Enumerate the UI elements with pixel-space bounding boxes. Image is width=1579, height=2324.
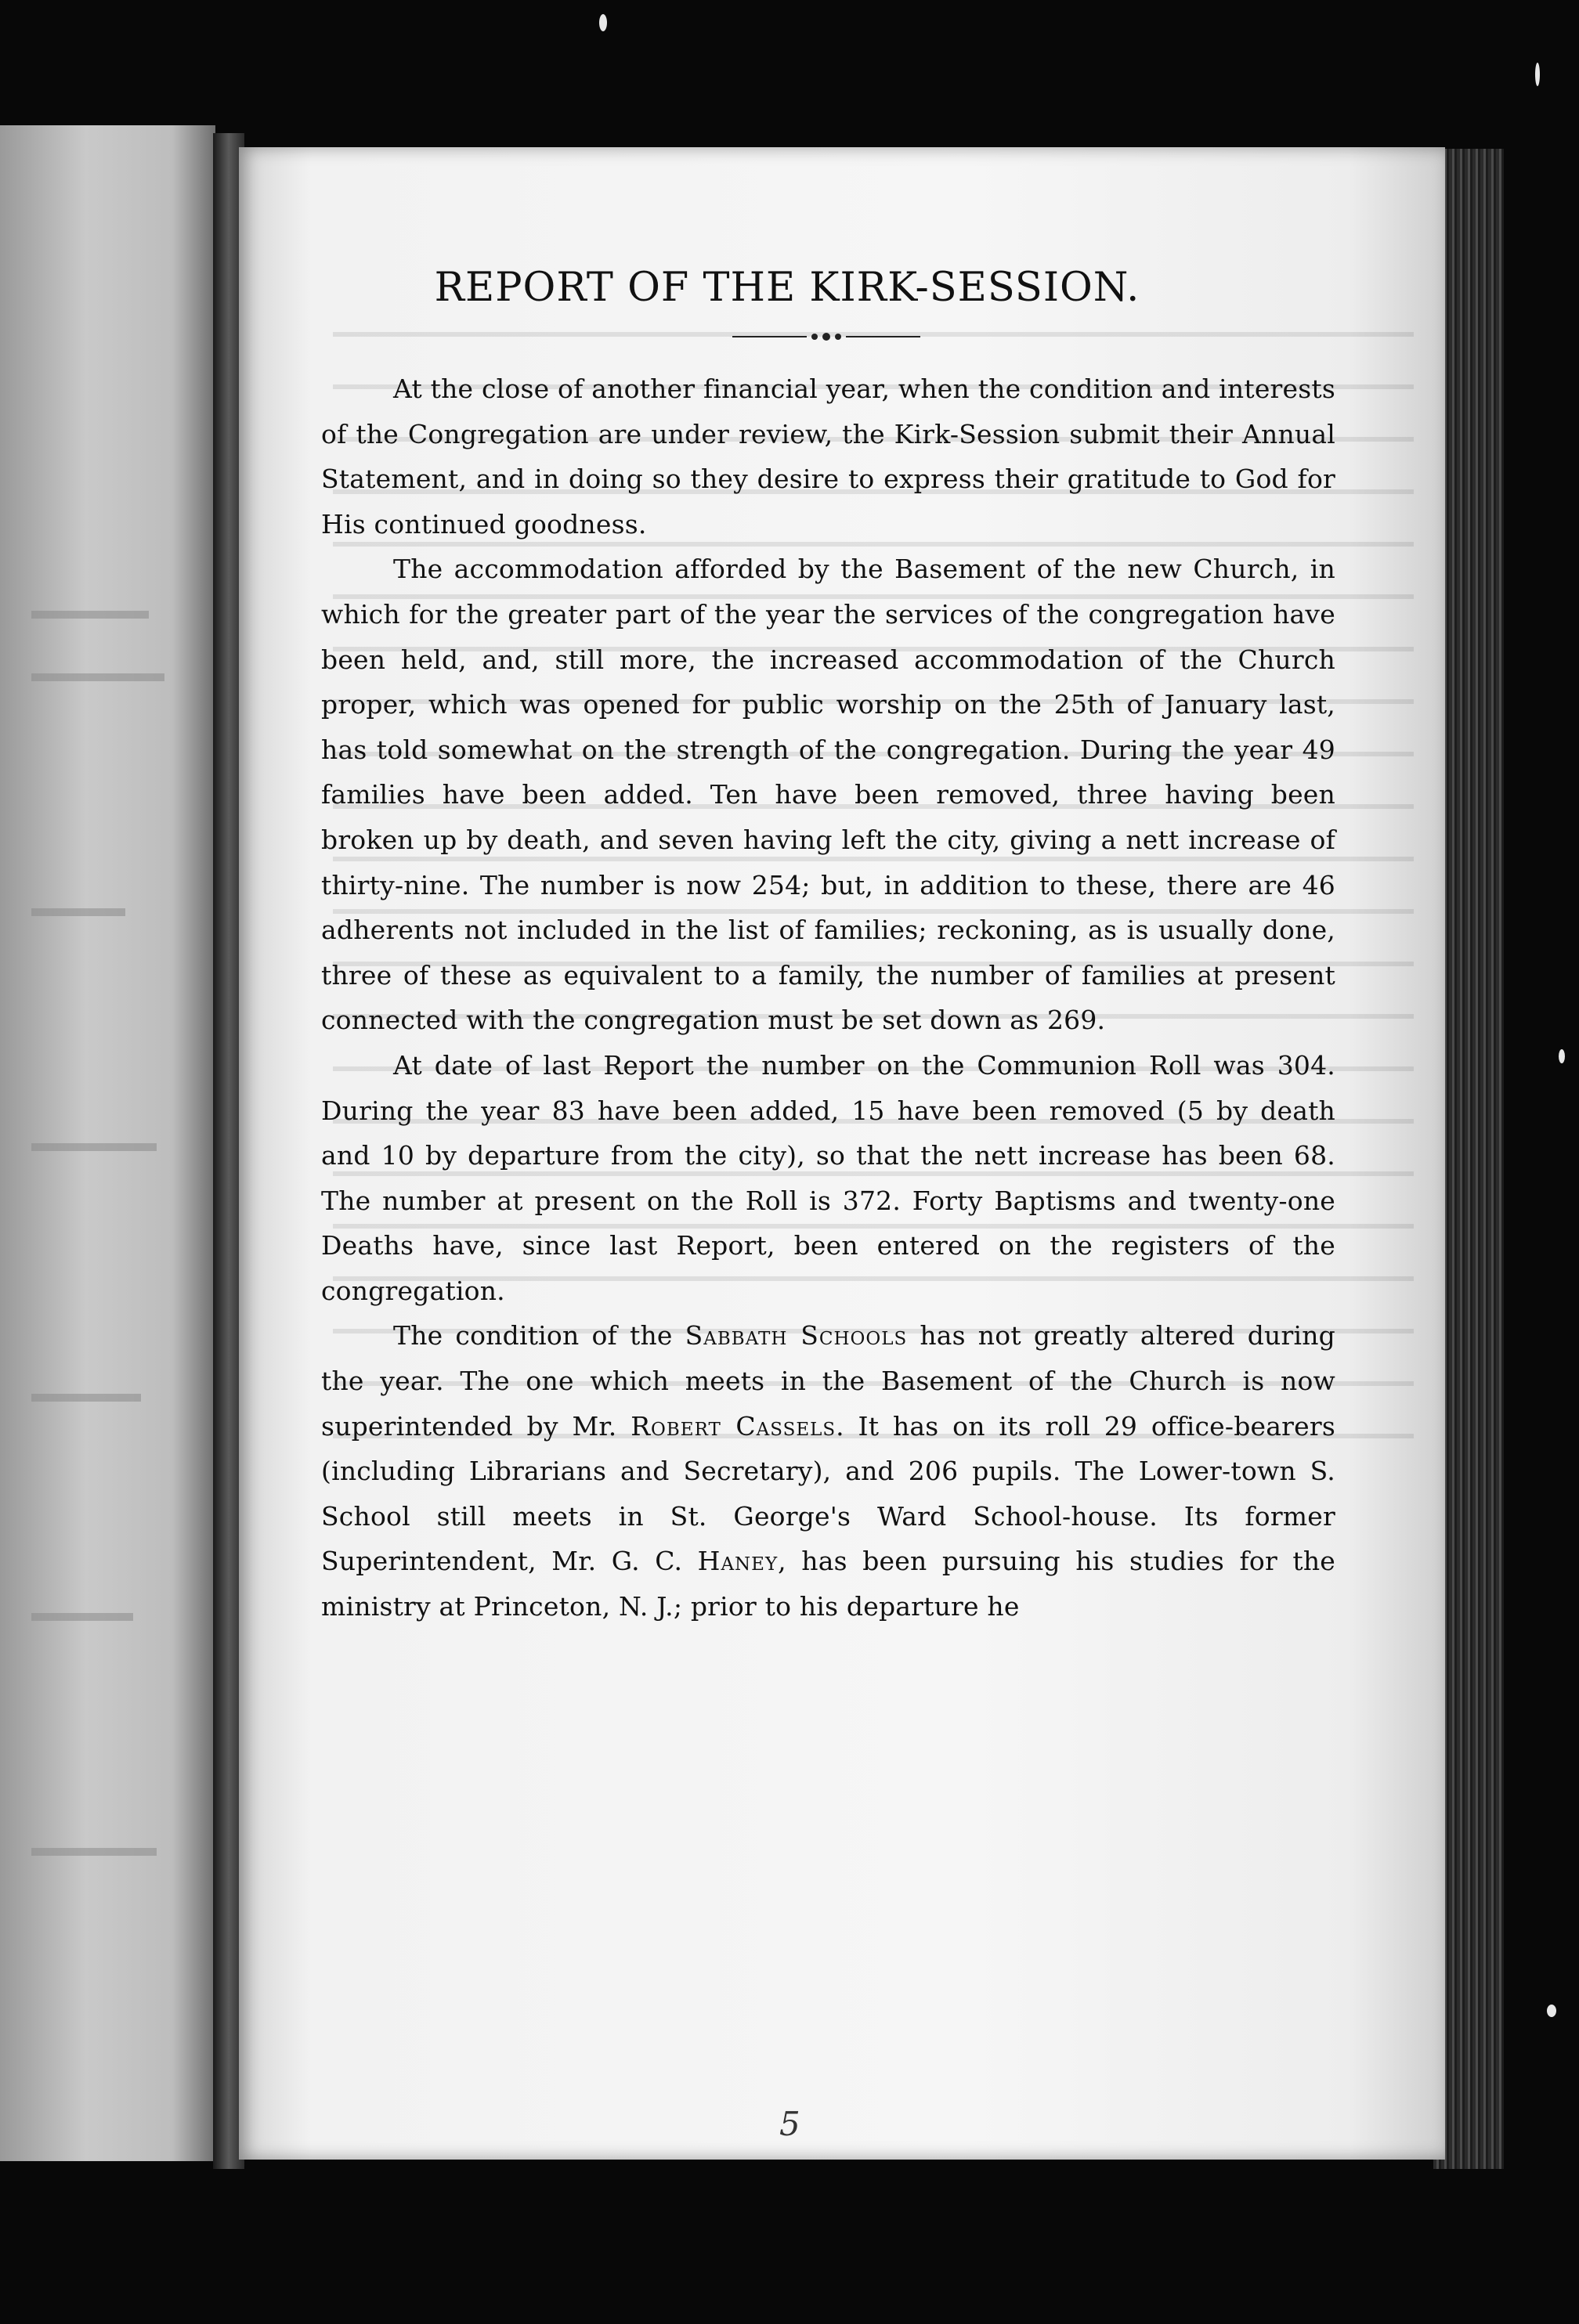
sabbath-text-4: , has been pursuing his studies for the ministry at Princeton, N. J.; prior to his departure he xyxy=(321,1546,1336,1622)
report-body xyxy=(321,366,1335,1629)
film-speck xyxy=(1547,2005,1556,2017)
sabbath-text-3: . It has on its roll 29 office-bearers (including Librarians and Secretary), and 206 pupils. The Lower-town S. School still meets in St. George's Ward School-house. Its former Superintendent, Mr. G. C. xyxy=(321,1410,1335,1577)
right-page xyxy=(239,147,1445,2160)
film-speck xyxy=(1535,63,1540,86)
film-speck xyxy=(599,14,607,31)
robert-cassels-name: Robert Cassels xyxy=(631,1410,836,1442)
left-facing-page xyxy=(0,125,215,2161)
paragraph-accommodation: The accommodation afforded by the Basement of the new Church, in which for the greater part of the year the services of the congregation have been held, and, still more, the increased accommodation of the Church proper, which was opened for public worship on the 25th of January last, has told somewhat on the strength of the congregation. During the year 49 families have been added. Ten have been removed, three having been broken up by death, and seven having left the city, giving a nett increase of thirty-nine. The number is now 254; but, in addition to these, there are 46 adherents not included in the list of families; reckoning, as is usually done, three of these as equivalent to a family, the number of families at present connected with the congregation must be set down as 269. xyxy=(321,554,1335,1036)
haney-name: Haney xyxy=(697,1546,779,1577)
title-ornament xyxy=(732,329,920,345)
sabbath-text-2: has not greatly altered during the year. The one which meets in the Basement of the Church is now superintended by Mr. xyxy=(321,1320,1335,1442)
report-title: REPORT OF THE KIRK-SESSION. xyxy=(434,265,1140,311)
paragraph-sabbath-schools xyxy=(321,1313,1335,1629)
sabbath-text-1: The condition of the xyxy=(393,1320,685,1351)
paragraph-communion-roll: At date of last Report the number on the Communion Roll was 304. During the year 83 have been added, 15 have been removed (5 by death and 10 by departure from the city), so that the nett increase has been 68. The number at present on the Roll is 372. Forty Baptisms and twenty-one Deaths have, since last Report, been entered on the registers of the congregation. xyxy=(321,1049,1335,1306)
film-speck xyxy=(1559,1049,1565,1063)
page-number: 5 xyxy=(779,2105,800,2143)
sabbath-schools-term: Sabbath Schools xyxy=(685,1320,908,1351)
paragraph-intro: At the close of another financial year, when the condition and interests of the Congregation are under review, the Kirk-Session submit their Annual Statement, and in doing so they desire to express their gratitude to God for His continued goodness. xyxy=(321,374,1335,540)
